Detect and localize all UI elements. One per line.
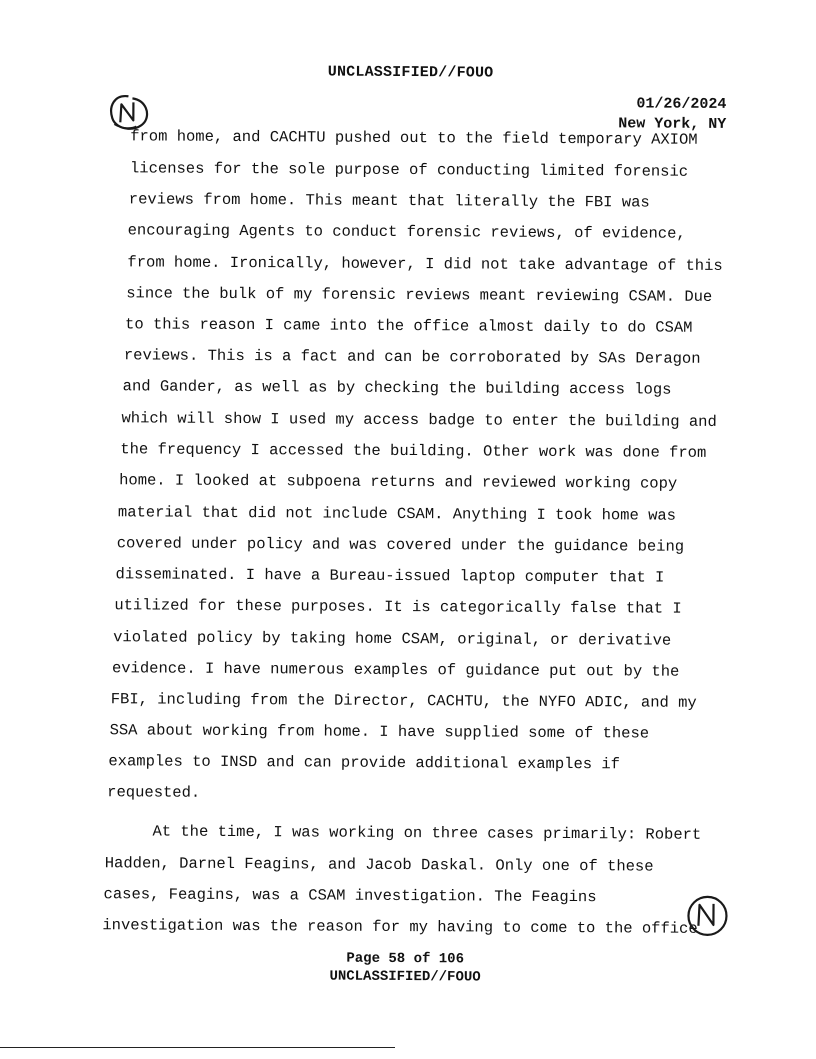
document-date: 01/26/2024 [636, 95, 727, 113]
body-line: requested. [107, 783, 201, 802]
body-line: utilized for these purposes. It is categorically false that I [114, 596, 682, 618]
body-line: FBI, including from the Director, CACHTU, the NYFO ADIC, and my [110, 690, 697, 712]
document-location: New York, NY [618, 115, 727, 133]
body-line: evidence. I have numerous examples of guidance put out by the [111, 659, 680, 681]
body-line: reviews. This is a fact and can be corroborated by SAs Deragon [123, 346, 701, 368]
body-line: violated policy by taking home CSAM, original, or derivative [113, 628, 672, 650]
body-line: licenses for the sole purpose of conducting limited forensic [129, 159, 689, 181]
body-line: and Gander, as well as by checking the building access logs [122, 377, 672, 399]
body-line: encouraging Agents to conduct forensic reviews, of evidence, [127, 221, 686, 243]
body-line: material that did not include CSAM. Anything I took home was [117, 503, 677, 525]
page-footer [0, 948, 813, 989]
body-line: home. I looked at subpoena returns and reviewed working copy [119, 471, 678, 493]
initials-mark-bottom-icon [685, 892, 731, 940]
bottom-rule [0, 1047, 395, 1048]
body-line: from home, and CACHTU pushed out to the field temporary AXIOM [130, 127, 698, 149]
header-classification: UNCLASSIFIED//FOUO [327, 63, 494, 82]
body-line: examples to INSD and can provide additional examples if [108, 752, 621, 774]
body-line: covered under policy and was covered under the guidance being [116, 534, 685, 556]
page-number: Page 58 of 106 [346, 950, 465, 968]
body-line: since the bulk of my forensic reviews meant reviewing CSAM. Due [126, 284, 713, 306]
body-line: which will show I used my access badge to enter the building and [121, 409, 717, 431]
body-line: to this reason I came into the office almost daily to do CSAM [125, 315, 693, 337]
body-line: investigation was the reason for my having to come to the office [102, 916, 698, 938]
body-line: the frequency I accessed the building. Other work was done from [120, 440, 707, 462]
footer-classification: UNCLASSIFIED//FOUO [329, 968, 481, 986]
body-line: Hadden, Darnel Feagins, and Jacob Daskal. Only one of these [104, 854, 654, 876]
body-line: cases, Feagins, was a CSAM investigation. The Feagins [103, 885, 597, 907]
body-line: disseminated. I have a Bureau-issued laptop computer that I [115, 565, 665, 587]
body-line: At the time, I was working on three cases primarily: Robert [105, 822, 702, 844]
body-line: SSA about working from home. I have supplied some of these [109, 721, 650, 743]
body-line: from home. Ironically, however, I did not take advantage of this [127, 253, 723, 275]
body-line: reviews from home. This meant that literally the FBI was [128, 190, 650, 212]
